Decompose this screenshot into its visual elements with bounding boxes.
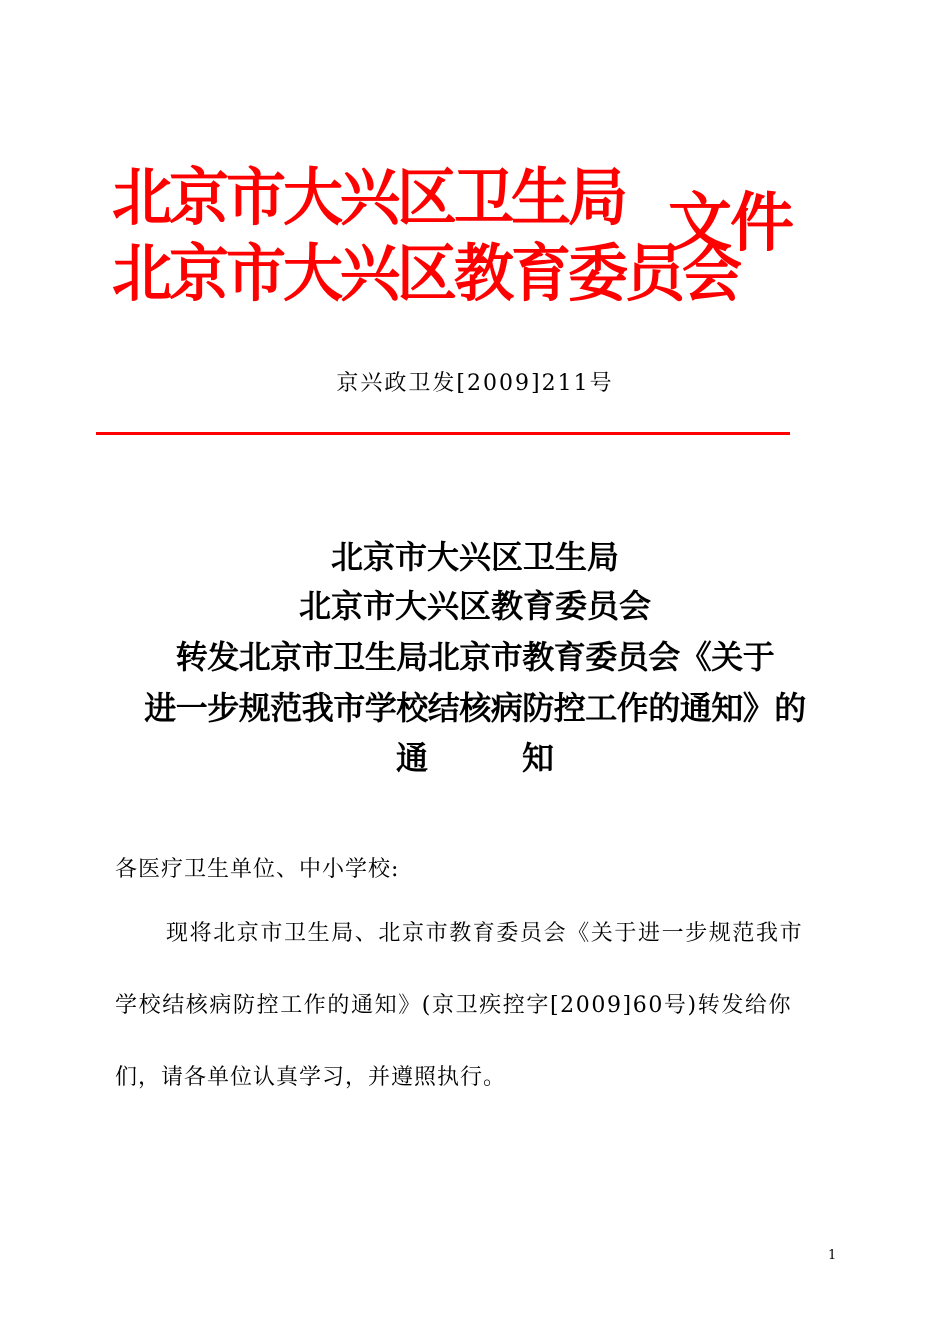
title-notice-char-1: 通: [396, 739, 429, 777]
title-line-4: 进一步规范我市学校结核病防控工作的通知》的: [144, 689, 806, 727]
title-line-2: 北京市大兴区教育委员会: [298, 587, 651, 625]
title-notice-char-2: 知: [522, 739, 555, 777]
issuer-name-health-bureau: 北京市大兴区卫生局: [112, 162, 625, 235]
issuer-name-education-committee: 北京市大兴区教育委员会: [112, 238, 739, 311]
title-line-3: 转发北京市卫生局北京市教育委员会《关于: [175, 638, 775, 676]
salutation: 各医疗卫生单位、中小学校:: [115, 857, 400, 882]
body-line-2: 学校结核病防控工作的通知》(京卫疾控字[2009]60号)转发给你: [115, 993, 793, 1018]
body-line-1: 现将北京市卫生局、北京市教育委员会《关于进一步规范我市: [166, 921, 804, 946]
title-line-5: [396, 738, 566, 778]
page-number: 1: [828, 1248, 837, 1263]
document-suffix: 文件: [668, 187, 792, 261]
title-line-1: 北京市大兴区卫生局: [330, 538, 619, 576]
red-divider-line: [96, 432, 790, 435]
body-line-3: 们，请各单位认真学习，并遵照执行。: [115, 1065, 507, 1090]
document-number: 京兴政卫发[2009]211号: [336, 371, 614, 396]
